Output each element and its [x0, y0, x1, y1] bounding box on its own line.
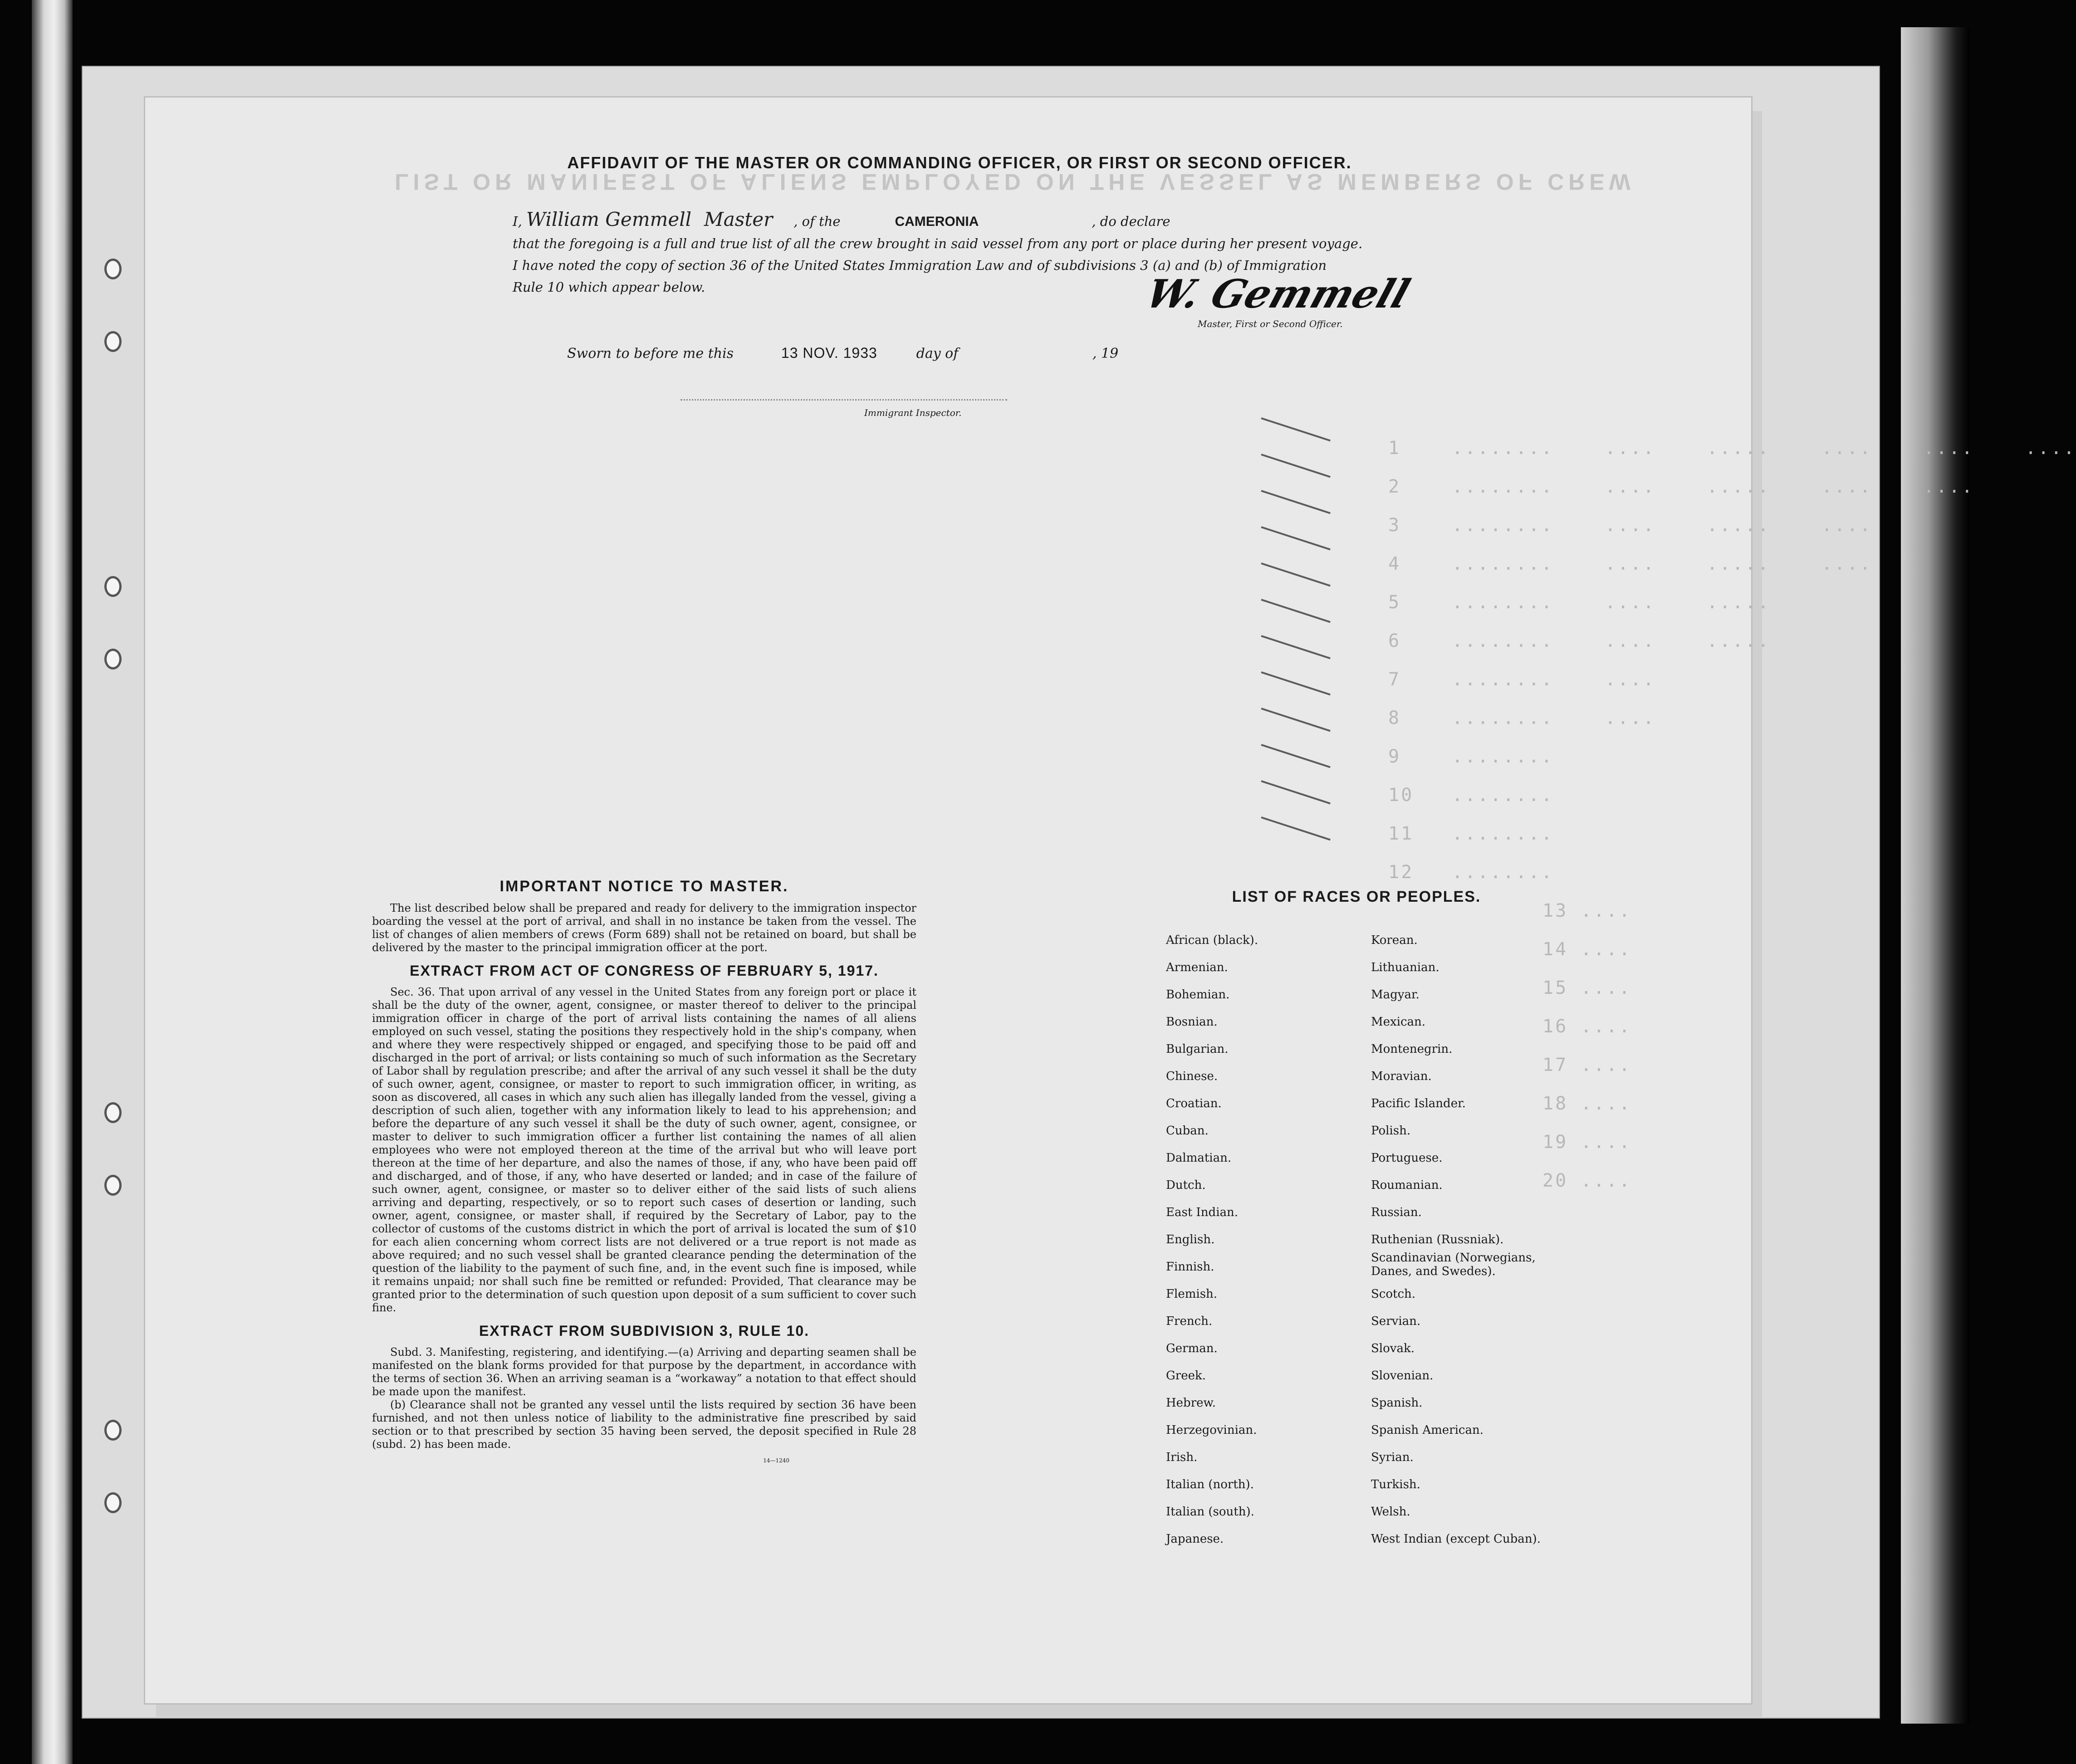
race-item: Slovenian.: [1371, 1369, 1434, 1383]
notice-title: IMPORTANT NOTICE TO MASTER.: [499, 878, 789, 895]
race-item: Hebrew.: [1166, 1396, 1216, 1410]
race-item: Pacific Islander.: [1371, 1097, 1466, 1110]
affidavit-line-1: I, William Gemmell Master , of the CAMERONIA , do declare: [513, 208, 1170, 230]
form-number: 14—1240: [763, 1457, 789, 1464]
race-item: Cuban.: [1166, 1124, 1209, 1138]
race-item: Welsh.: [1371, 1505, 1410, 1519]
race-item: East Indian.: [1166, 1206, 1239, 1219]
binder-strip: [32, 0, 73, 1764]
race-item: Russian.: [1371, 1206, 1422, 1219]
race-item: African (black).: [1166, 933, 1258, 947]
master-signature: W. Gemmell: [1140, 271, 1415, 317]
race-item: Croatian.: [1166, 1097, 1222, 1110]
race-item: Flemish.: [1166, 1287, 1218, 1301]
page-stack-edge: [1901, 27, 1969, 1724]
inspector-label: Immigrant Inspector.: [864, 407, 962, 418]
affidavit-line-2: that the foregoing is a full and true list of all the crew brought in said vessel from any port or place during her present voyage.: [513, 236, 1363, 251]
race-item: Scotch.: [1371, 1287, 1416, 1301]
race-item: Turkish.: [1371, 1478, 1420, 1491]
race-item: Ruthenian (Russniak).: [1371, 1233, 1504, 1246]
race-item: Montenegrin.: [1371, 1042, 1453, 1056]
race-item: Korean.: [1371, 933, 1418, 947]
race-item: Polish.: [1371, 1124, 1411, 1138]
race-item: Italian (north).: [1166, 1478, 1254, 1491]
punch-hole: [104, 576, 122, 597]
race-item: Bohemian.: [1166, 988, 1230, 1002]
race-item: Lithuanian.: [1371, 961, 1439, 974]
punch-hole: [104, 1492, 122, 1513]
punch-hole: [104, 1102, 122, 1123]
race-item: Bulgarian.: [1166, 1042, 1229, 1056]
punch-hole: [104, 649, 122, 669]
extract-rule-para-b: (b) Clearance shall not be granted any vessel until the lists required by section 36 have been furnished, and not then unless notice of liability to the administrative fine prescribed by said section or to that prescribed by section 35 having been served, the deposit specified in Rule 28 (subd. 2) has been made.: [372, 1398, 916, 1451]
date-stamp: 13 NOV. 1933: [781, 345, 877, 361]
sworn-line: Sworn to before me this 13 NOV. 1933 day of , 19: [567, 345, 1119, 362]
race-item: Magyar.: [1371, 988, 1420, 1002]
extract-act-title: EXTRACT FROM ACT OF CONGRESS OF FEBRUARY 5, 1917.: [410, 963, 879, 979]
vessel-name: CAMERONIA: [895, 214, 979, 229]
extract-act-body: Sec. 36. That upon arrival of any vessel in the United States from any foreign port or place it shall be the duty of the owner, agent, consignee, or master thereof to deliver to the principal immigration officer in charge of the port of arrival lists containing the names of all aliens employed on such vessel, stating the positions they respectively hold in the ship's company, when and where they were respectively shipped or engaged, and specifying those to be paid off and discharged in the port of arrival; or lists containing so much of such information as the Secretary of Labor shall by regulation prescribe; and after the arrival of any such vessel it shall be the duty of such owner, agent, consignee, or master to report to such immigration officer, in writing, as soon as discovered, all cases in which any such alien has illegally landed from the vessel, giving a description of such alien, together with any information likely to lead to his apprehension; and before the departure of any such vessel it shall be the duty of such owner, agent, consignee, or master to deliver to such immigration officer a further list containing the names of all alien employees who were not employed thereon at the time of the arrival but who will leave port thereon at the time of her departure, and also the names of those, if any, who have been paid off and discharged, and of those, if any, who have deserted or landed; and in case of the failure of such owner, agent, consignee, or master so to deliver either of the said lists of such aliens arriving and departing, respectively, or so to report such cases of desertion or landing, such owner, agent, consignee, or master shall, if required by the Secretary of Labor, pay to the collector of customs of the customs district in which the port of arrival is located the sum of $10 for each alien concerning whom correct lists are not delivered or a true report is not made as above required; and no such vessel shall be granted clearance pending the determination of the question of the liability to the payment of such fine, and, in the event such fine is imposed, while it remains unpaid; nor shall such fine be remitted or refunded: Provided, That clearance may be granted prior to the determination of such question upon deposit of a sum sufficient to cover such fine.: [372, 986, 916, 1314]
affidavit-line-4: Rule 10 which appear below.: [513, 279, 705, 295]
race-item: Slovak.: [1371, 1342, 1415, 1355]
race-item: Portuguese.: [1371, 1151, 1443, 1165]
race-item: Scandinavian (Norwegians, Danes, and Swedes).: [1371, 1251, 1536, 1278]
race-item: Moravian.: [1371, 1070, 1432, 1083]
race-item: English.: [1166, 1233, 1215, 1246]
signature-label: Master, First or Second Officer.: [1198, 318, 1343, 329]
race-item: Bosnian.: [1166, 1015, 1218, 1029]
punch-hole: [104, 1175, 122, 1196]
race-item: Greek.: [1166, 1369, 1206, 1383]
notice-to-master: [372, 878, 916, 1464]
race-item: Roumanian.: [1371, 1178, 1443, 1192]
races-title: LIST OF RACES OR PEOPLES.: [1232, 888, 1481, 905]
race-item: Spanish American.: [1371, 1423, 1484, 1437]
race-item: Spanish.: [1371, 1396, 1423, 1410]
punch-hole: [104, 331, 122, 352]
punch-hole: [104, 1420, 122, 1441]
race-item: Chinese.: [1166, 1070, 1218, 1083]
race-item: Dutch.: [1166, 1178, 1206, 1192]
race-item: Japanese.: [1166, 1532, 1224, 1546]
race-item: Italian (south).: [1166, 1505, 1254, 1519]
race-item: German.: [1166, 1342, 1218, 1355]
affidavit-title: AFFIDAVIT OF THE MASTER OR COMMANDING OFFICER, OR FIRST OR SECOND OFFICER.: [567, 153, 1352, 172]
inspector-signature-line: [681, 399, 1007, 401]
race-item: Dalmatian.: [1166, 1151, 1232, 1165]
race-item: Servian.: [1371, 1314, 1421, 1328]
affidavit-line-3: I have noted the copy of section 36 of the United States Immigration Law and of subdivisions 3 (a) and (b) of Immigration: [513, 258, 1327, 273]
race-item: Herzegovinian.: [1166, 1423, 1257, 1437]
bleed-through-title: LIST OR MANIFEST OF ALIENS EMPLOYED ON THE VESSEL AS MEMBERS OF CREW: [395, 169, 1635, 195]
race-item: Mexican.: [1371, 1015, 1426, 1029]
extract-rule-title: EXTRACT FROM SUBDIVISION 3, RULE 10.: [479, 1323, 810, 1339]
extract-rule-para-a: Subd. 3. Manifesting, registering, and identifying.—(a) Arriving and departing seamen shall be manifested on the blank forms provided for that purpose by the department, in accordance with the terms of section 36. When an arriving seaman is a “workaway” a notation to that effect should be made upon the manifest.: [372, 1346, 916, 1398]
race-item: French.: [1166, 1314, 1213, 1328]
race-item: West Indian (except Cuban).: [1371, 1532, 1541, 1546]
master-rank: Master: [704, 208, 773, 230]
race-item: Irish.: [1166, 1451, 1198, 1464]
race-item: Syrian.: [1371, 1451, 1414, 1464]
master-name: William Gemmell: [526, 208, 692, 230]
punch-hole: [104, 259, 122, 279]
notice-body: The list described below shall be prepared and ready for delivery to the immigration inspector boarding the vessel at the port of arrival, and shall in no instance be taken from the vessel. The list of changes of alien members of crews (Form 689) shall not be retained on board, but shall be delivered by the master to the principal immigration officer at the port.: [372, 902, 916, 954]
race-item: Finnish.: [1166, 1260, 1214, 1274]
race-item: Armenian.: [1166, 961, 1228, 974]
